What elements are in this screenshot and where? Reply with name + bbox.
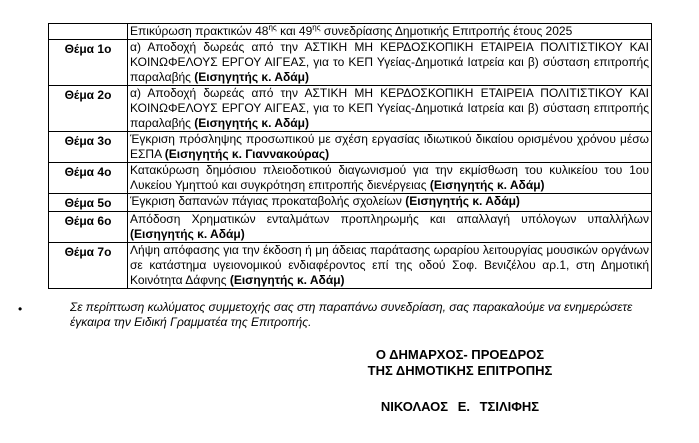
item-content: [128, 212, 652, 243]
minutes-sup-1: ης: [268, 23, 277, 32]
minutes-mid: και 49: [276, 24, 313, 38]
table-row-header: [49, 24, 652, 40]
item-content: [128, 243, 652, 289]
table-row: [49, 163, 652, 194]
empty-label-cell: [49, 24, 128, 40]
item-content: [128, 40, 652, 86]
item-rapporteur: (Εισηγητής κ. Αδάμ): [429, 178, 545, 192]
item-content: [128, 163, 652, 194]
table-row: [49, 243, 652, 289]
item-label: Θέμα 4ο: [49, 163, 128, 194]
item-text: α) Αποδοχή δωρεάς από την ΑΣΤΙΚΗ ΜΗ ΚΕΡΔΟΣΚΟΠΙΚΗ ΕΤΑΙΡΕΙΑ ΠΟΛΙΤΙΣΤΙΚΟΥ ΚΑΙ ΚΟΙΝΩΦΕΛΟΥΣ ΕΡΓΟΥ ΑΙΓΕΑΣ, για το ΚΕΠ Υγείας-Δημοτικά Ιατρεία και β) σύσταση επιτροπής παραλαβής: [130, 40, 649, 84]
item-label: Θέμα 3ο: [49, 132, 128, 163]
agenda-table: [48, 23, 652, 289]
signature-title-line-1: Ο ΔΗΜΑΡΧΟΣ- ΠΡΟΕΔΡΟΣ: [375, 347, 545, 362]
item-rapporteur: (Εισηγητής κ. Αδάμ): [130, 227, 245, 241]
table-row: [49, 86, 652, 132]
minutes-approval-cell: [128, 24, 652, 40]
minutes-prefix: Επικύρωση πρακτικών 48: [130, 24, 269, 38]
table-row: [49, 40, 652, 86]
signature-title-line-2: ΤΗΣ ΔΗΜΟΤΙΚΗΣ ΕΠΙΤΡΟΠΗΣ: [367, 363, 553, 378]
item-rapporteur: (Εισηγητής κ. Αδάμ): [405, 194, 520, 208]
item-content: [128, 194, 652, 212]
table-row: [49, 132, 652, 163]
minutes-suffix: συνεδρίασης Δημοτικής Επιτροπής έτους 2025: [320, 24, 573, 38]
minutes-sup-2: ης: [312, 23, 321, 32]
bullet-icon: •: [18, 302, 23, 316]
item-rapporteur: (Εισηγητής κ. Αδάμ): [194, 116, 309, 130]
item-text: Λήψη απόφασης για την έκδοση ή μη άδειας παράτασης ωραρίου λειτουργίας μουσικών οργάνων σε κατάστημα υγειονομικού ενδιαφέροντος επί της οδού Σοφ. Βενιζέλου αρ.1, στη Δημοτική Κοινότητα Δάφνης: [130, 243, 649, 287]
item-rapporteur: (Εισηγητής κ. Αδάμ): [194, 70, 309, 84]
item-label: Θέμα 5ο: [49, 194, 128, 212]
item-content: [128, 86, 652, 132]
item-label: Θέμα 6ο: [49, 212, 128, 243]
item-text: Έγκριση δαπανών πάγιας προκαταβολής σχολείων: [130, 194, 406, 208]
item-label: Θέμα 7ο: [49, 243, 128, 289]
item-rapporteur: (Εισηγητής κ. Αδάμ): [229, 273, 345, 287]
item-text: Απόδοση Χρηματικών ενταλμάτων προπληρωμής και απαλλαγή υπόλογων υπαλλήλων: [130, 212, 649, 226]
item-text: α) Αποδοχή δωρεάς από την ΑΣΤΙΚΗ ΜΗ ΚΕΡΔΟΣΚΟΠΙΚΗ ΕΤΑΙΡΕΙΑ ΠΟΛΙΤΙΣΤΙΚΟΥ ΚΑΙ ΚΟΙΝΩΦΕΛΟΥΣ ΕΡΓΟΥ ΑΙΓΕΑΣ, για το ΚΕΠ Υγείας-Δημοτικά Ιατρεία και β) σύσταση επιτροπής παραλαβής: [130, 86, 649, 130]
item-label: Θέμα 2ο: [49, 86, 128, 132]
item-rapporteur: (Εισηγητής κ. Γιαννακούρας): [164, 147, 330, 161]
signatory-name: ΝΙΚΟΛΑΟΣ Ε. ΤΣΙΛΙΦΗΣ: [380, 399, 540, 414]
table-row: [49, 212, 652, 243]
table-row: [49, 194, 652, 212]
note-text: Σε περίπτωση κωλύματος συμμετοχής σας στη παραπάνω συνεδρίαση, σας παρακαλούμε να ενημερώσετε έγκαιρα την Ειδική Γραμματέα της Επιτροπής.: [70, 300, 633, 329]
item-text: Έγκριση πρόσληψης προσωπικού με σχέση εργασίας ιδιωτικού δικαίου ορισμένου χρόνου μέσω ΕΣΠΑ: [130, 132, 649, 161]
item-content: [128, 132, 652, 163]
item-text: Κατακύρωση δημόσιου πλειοδοτικού διαγωνισμού για την εκμίσθωση του κυλικείου του 1ου Λυκείου Υμηττού και συγκρότηση επιτροπής διενέργειας: [130, 163, 649, 192]
item-label: Θέμα 1ο: [49, 40, 128, 86]
